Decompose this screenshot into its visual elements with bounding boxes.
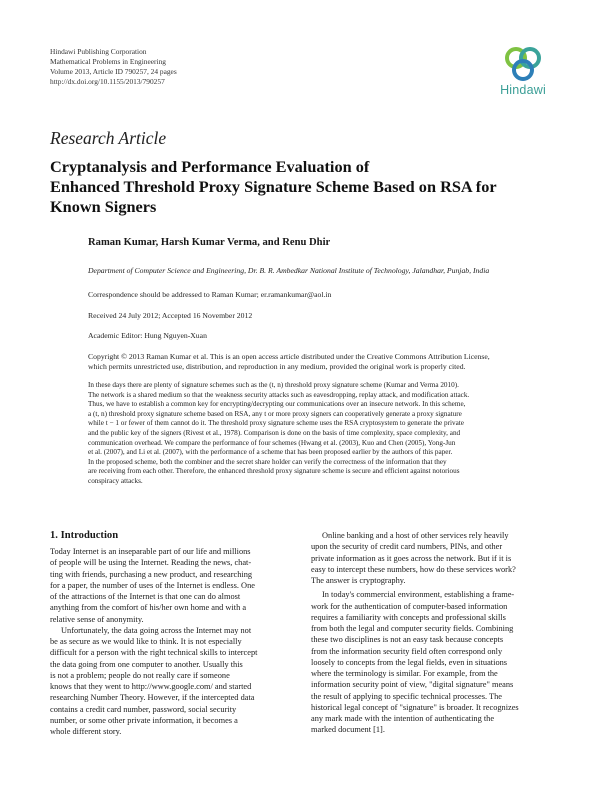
body-line: Unfortunately, the data going across the Internet may not (61, 625, 252, 635)
body-line: ting with friends, purchasing a new product, and researching (50, 569, 253, 579)
abstract-line: et al. (2007), and Li et al. (2007), with the performance of a scheme that has been proposed earlier by the authors of this paper. (88, 448, 453, 457)
body-line: these two disciplines is not an easy task because concepts (311, 635, 504, 645)
body-line: from both the legal and computer security fields. Combining (311, 624, 514, 633)
body-line: requires a familiarity with concepts and professional skills (311, 612, 506, 622)
logo-wordmark: Hindawi (500, 83, 546, 97)
affiliation: Department of Computer Science and Engineering, Dr. B. R. Ambedkar National Institute of Technology, Jalandhar, Punjab, India (88, 266, 490, 275)
body-column-left (50, 546, 288, 737)
paper-title (50, 157, 570, 217)
volume-info: Volume 2013, Article ID 790257, 24 pages (50, 67, 177, 76)
journal-name: Mathematical Problems in Engineering (50, 57, 166, 66)
academic-editor: Academic Editor: Hung Nguyen-Xuan (88, 331, 207, 340)
doi-link[interactable]: http://dx.doi.org/10.1155/2013/790257 (50, 77, 165, 86)
publisher-name: Hindawi Publishing Corporation (50, 47, 147, 56)
abstract-line: conspiracy attacks. (88, 476, 143, 485)
hindawi-logo (492, 46, 554, 106)
body-line: Online banking and a host of other services rely heavily (322, 531, 509, 540)
body-line: where the terminology is similar. For example, from the (311, 669, 498, 678)
body-line: easy to intercept these numbers, how do these services work? (311, 564, 516, 574)
title-line: Enhanced Threshold Proxy Signature Scheme Based on RSA for (50, 177, 497, 196)
body-line: private information as it goes across the network. But if it is (311, 553, 512, 563)
abstract-line: a (t, n) threshold proxy signature scheme based on RSA, any t or more proxy signers can cooperatively generate a proxy signature (88, 409, 462, 418)
body-line: whole different story. (50, 727, 122, 736)
abstract-line: Thus, we have to establish a common key for encrypting/decrypting our communications over an insecure network. In this scheme, (88, 400, 466, 409)
copyright-line: which permits unrestricted use, distribution, and reproduction in any medium, provided the original work is properly cited. (88, 362, 466, 372)
correspondence: Correspondence should be addressed to Raman Kumar; er.ramankumar@aol.in (88, 290, 332, 299)
body-line: of people will be using the Internet. Reading the news, chat- (50, 558, 252, 568)
body-line: is not a problem; people do not really care if someone (50, 670, 230, 680)
body-line: marked document [1]. (311, 725, 385, 735)
author-list: Raman Kumar, Harsh Kumar Verma, and Renu Dhir (88, 237, 331, 248)
body-line: number, or some other private information, it becomes a (50, 715, 238, 725)
body-line: any mark made with the intention of authenticating the (311, 714, 495, 723)
journal-header (50, 47, 350, 87)
body-line: Today Internet is an inseparable part of our life and millions (50, 547, 251, 556)
body-line: In today's commercial environment, establishing a frame- (322, 590, 515, 600)
abstract-line: In the proposed scheme, both the combiner and the secret share holder can verify the correctness of the information that they (88, 457, 447, 466)
body-line: the result of applying to specific technical processes. The (311, 691, 502, 701)
body-line: researching Number Theory. However, if the intercepted data (50, 693, 255, 703)
abstract (88, 381, 560, 487)
body-line: loosely to concepts from the legal fields, even in situations (311, 657, 508, 667)
body-line: the data going from one computer to another. Usually this (50, 659, 243, 669)
body-line: of the attractions of the Internet is that one can do almost (50, 592, 241, 601)
abstract-line: while t − 1 or fewer of them cannot do it. The threshold proxy signature scheme uses the RSA cryptosystem to generate the private (88, 419, 464, 428)
body-line: from the information security field often correspond only (311, 646, 503, 656)
body-line: anything from the comfort of his/her own home and with a (50, 603, 247, 613)
body-line: be as secure as we would like to think. It is not especially (50, 637, 242, 646)
abstract-line: communication overhead. We compare the performance of four schemes (Hwang et al. (2003), Kuo and Chen (2005), Yong-Jun (88, 438, 456, 447)
body-line: contains a credit card number, password, social security (50, 704, 237, 714)
body-column-right (311, 530, 549, 736)
title-line: Cryptanalysis and Performance Evaluation of (50, 157, 370, 176)
copyright-line: Copyright © 2013 Raman Kumar et al. This is an open access article distributed under the Creative Commons Attribution License, (88, 352, 490, 361)
body-line: upon the security of credit card numbers, PINs, and other (311, 542, 503, 552)
abstract-line: are receiving from each other. Therefore, the enhanced threshold proxy signature scheme is secure and efficient against notorious (88, 467, 460, 476)
abstract-line: and the public key of the signers (Rivest et al., 1978). Comparison is done on the basis of time complexity, space complexity, and (88, 428, 461, 437)
body-line: historical legal concept of "signature" is broader. It recognizes (311, 702, 519, 712)
received-accepted-dates: Received 24 July 2012; Accepted 16 November 2012 (88, 311, 253, 320)
body-line: relative sense of anonymity. (50, 614, 144, 624)
body-line: The answer is cryptography. (311, 576, 406, 585)
body-line: difficult for a person with the right technical skills to intercept (50, 648, 258, 658)
abstract-line: In these days there are plenty of signature schemes such as the (t, n) threshold proxy signature scheme (Kumar and Verma 2010). (88, 381, 459, 389)
title-line: Known Signers (50, 197, 157, 216)
abstract-line: The network is a shared medium so that the weakness security attacks such as eavesdropping, replay attack, and modification attack. (88, 390, 470, 399)
body-line: work for the authentication of computer-based information (311, 601, 508, 611)
hindawi-logo-icon (503, 46, 543, 82)
body-line: information security point of view, "digital signature" means (311, 680, 514, 690)
article-type: Research Article (50, 128, 167, 148)
section-heading-introduction: 1. Introduction (50, 530, 119, 541)
body-line: for a paper, the number of uses of the Internet is endless. One (50, 580, 255, 590)
body-line: knows that they went to http://www.google.com/ and started (50, 682, 252, 691)
copyright-notice (88, 352, 560, 372)
